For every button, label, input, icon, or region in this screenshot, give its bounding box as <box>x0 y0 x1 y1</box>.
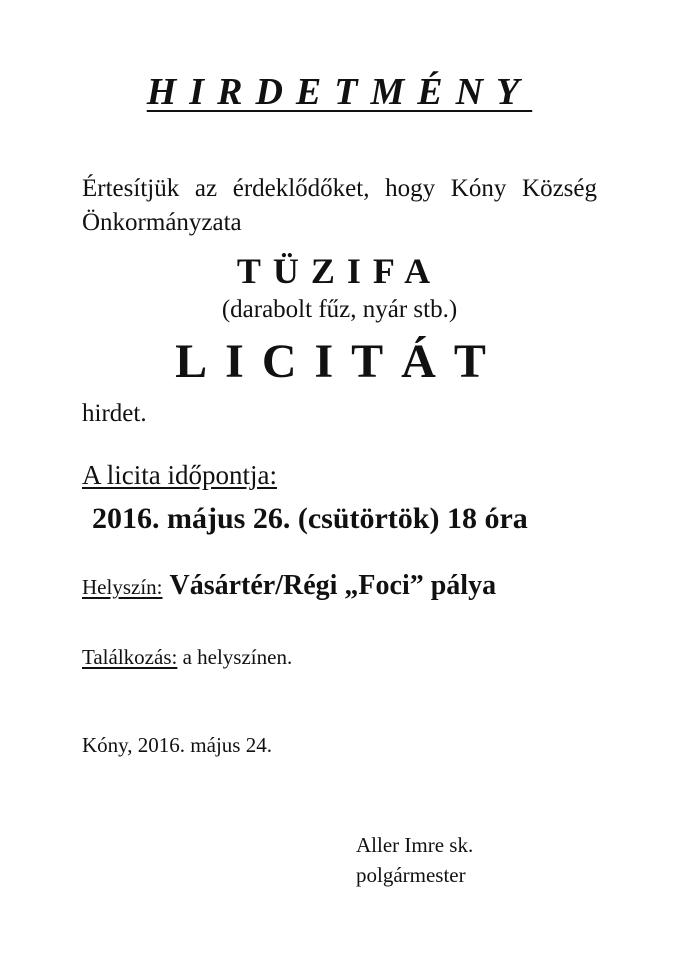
item-heading: TÜZIFA <box>236 251 443 291</box>
schedule-value: 2016. május 26. (csütörtök) 18 óra <box>92 502 528 535</box>
action-heading: LICITÁT <box>175 335 504 388</box>
meeting-label: Találkozás: <box>82 645 178 669</box>
signature-name: Aller Imre sk. <box>356 833 474 857</box>
item-detail: (darabolt fűz, nyár stb.) <box>221 296 458 323</box>
place-date: Kóny, 2016. május 24. <box>82 733 272 757</box>
location-value: Vásártér/Régi „Foci” pálya <box>169 570 497 601</box>
verb-text: hirdet. <box>82 400 147 427</box>
intro-text: Értesítjük az érdeklődőket, hogy Kóny Község Önkormányzata <box>82 175 597 236</box>
meeting-value: a helyszínen. <box>182 645 293 669</box>
meeting-line <box>82 645 292 670</box>
notice-title-text: HIRDETMÉNY <box>146 71 533 113</box>
location-label: Helyszín: <box>82 575 163 599</box>
signature-role: polgármester <box>356 863 466 887</box>
notice-title <box>0 70 679 114</box>
schedule-label <box>82 460 277 491</box>
location-line <box>82 570 496 602</box>
schedule-label-text: A licita időpontja: <box>82 460 277 490</box>
signature-block <box>356 830 473 890</box>
